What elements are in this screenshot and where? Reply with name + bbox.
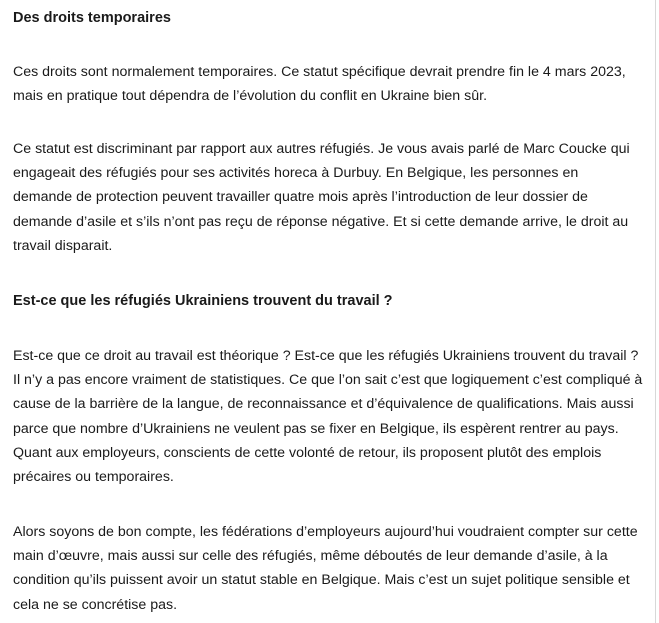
text-line: précaires ou temporaires. bbox=[13, 469, 174, 486]
text-line: main d’œuvre, mais aussi sur celle des réfugiés, même déboutés de leur demande d’asile, à la bbox=[13, 548, 608, 565]
text-line: Est-ce que ce droit au travail est théorique ? Est-ce que les réfugiés Ukrainiens trouvent du travail ? bbox=[13, 348, 639, 364]
text-line: Alors soyons de bon compte, les fédérations d’employeurs aujourd’hui voudraient compter sur cette bbox=[13, 524, 638, 540]
text-line: Il n’y a pas encore vraiment de statistiques. Ce que l’on sait c’est que logiquement c’est compliqué à bbox=[13, 372, 643, 389]
paragraph-work-theoretical bbox=[13, 344, 642, 489]
section-heading-temporary-rights: Des droits temporaires bbox=[13, 10, 171, 26]
text-line: demande d’asile et s’ils n’ont pas reçu de réponse négative. Et si cette demande arrive, le droit au bbox=[13, 213, 629, 230]
text-line: Quant aux employeurs, conscients de cette volonté de retour, ils proposent plutôt des emplois bbox=[13, 444, 602, 461]
text-line: cela ne se concrétise pas. bbox=[13, 596, 178, 613]
section-heading-finding-work: Est-ce que les réfugiés Ukrainiens trouvent du travail ? bbox=[13, 293, 393, 309]
text-line: engageait des réfugiés pour ses activités horeca à Durbuy. En Belgique, les personnes en bbox=[13, 165, 579, 182]
paragraph-employer-federations bbox=[13, 520, 638, 617]
paragraph-discrimination bbox=[13, 137, 630, 258]
text-line: condition qu’ils puissent avoir un statut stable en Belgique. Mais c’est un sujet politique sensible et bbox=[13, 572, 630, 589]
text-line: mais en pratique tout dépendra de l’évolution du conflit en Ukraine bien sûr. bbox=[13, 88, 488, 105]
text-line: parce que nombre d’Ukrainiens ne veulent pas se fixer en Belgique, ils espèrent rentrer au pays. bbox=[13, 420, 619, 437]
paragraph-temporary-rights bbox=[13, 60, 626, 108]
text-line: demande de protection peuvent travailler quatre mois après l’introduction de leur dossier de bbox=[13, 189, 588, 206]
text-line: travail disparait. bbox=[13, 237, 113, 254]
text-line: Ce statut est discriminant par rapport aux autres réfugiés. Je vous avais parlé de Marc Coucke qui bbox=[13, 141, 630, 157]
text-line: cause de la barrière de la langue, de reconnaissance et d’équivalence de qualifications. Mais aussi bbox=[13, 396, 634, 413]
text-line: Ces droits sont normalement temporaires. Ce statut spécifique devrait prendre fin le 4 mars 2023, bbox=[13, 64, 626, 80]
